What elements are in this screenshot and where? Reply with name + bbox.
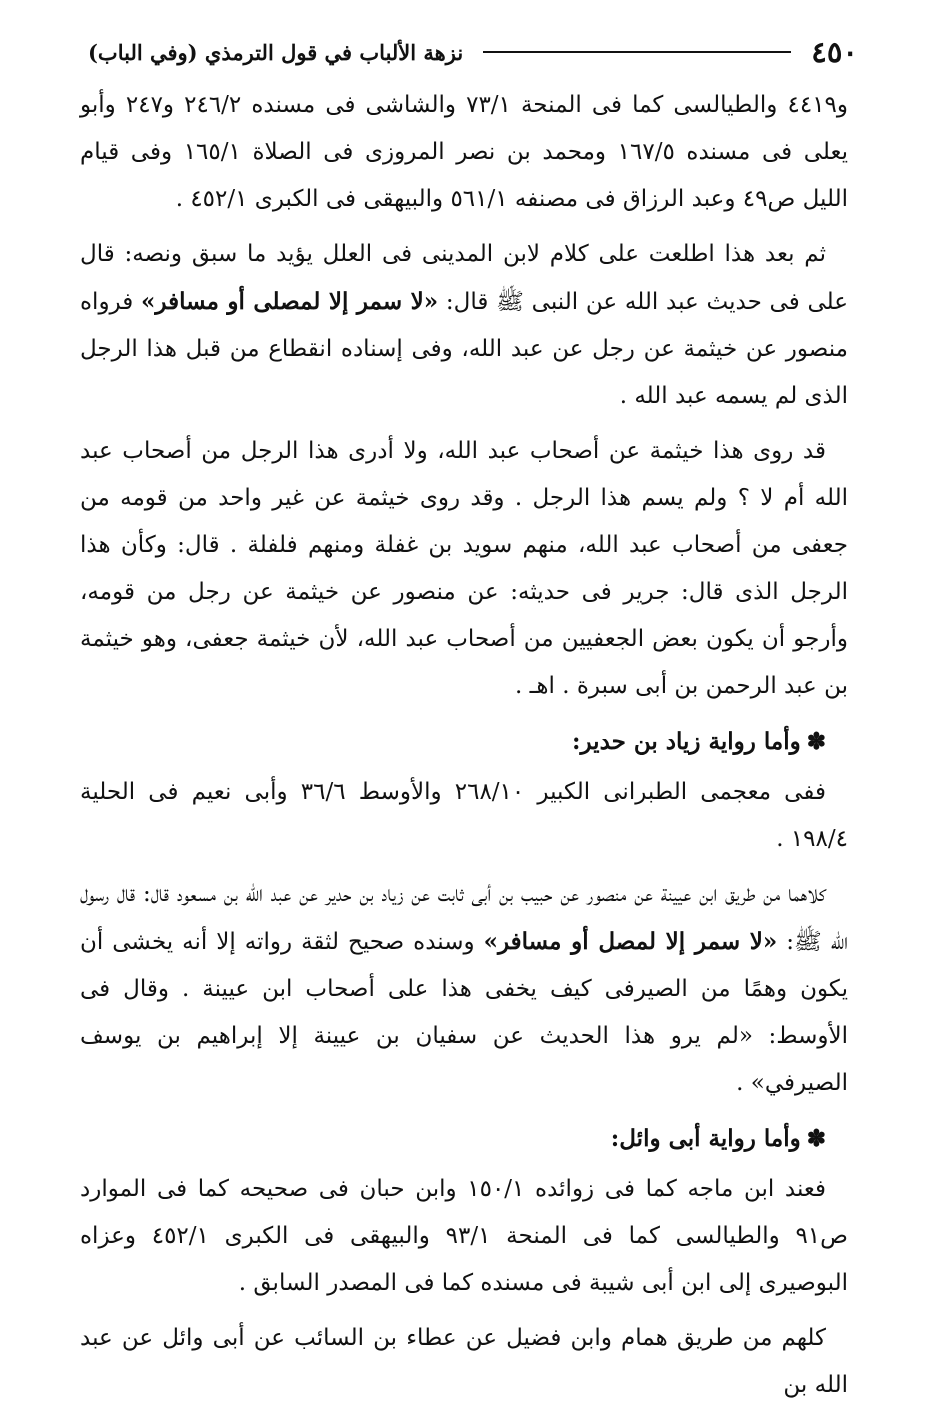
body-text: [80, 82, 848, 1417]
paragraph-text: ثم بعد هذا اطلعت على كلام لابن المدينى فى العلل يؤيد ما سبق ونصه: قال على فى حديث عبد الله عن النبى ﷺ قال:: [80, 241, 849, 315]
paragraph: [80, 231, 848, 420]
asterisk-icon: ✽: [806, 728, 826, 755]
paragraph: [80, 871, 848, 1107]
paragraph-text: فرواه منصور عن خيثمة عن رجل عن عبد الله، وفى إسناده انقطاع من قبل هذا الرجل الذى لم يسمه عبد الله .: [80, 289, 848, 409]
paragraph: كلهم من طريق همام وابن فضيل عن عطاء بن السائب عن أبى وائل عن عبد الله بن: [80, 1325, 848, 1398]
section-heading: [80, 718, 848, 765]
section-heading: [80, 1115, 848, 1162]
paragraph: فعند ابن ماجه كما فى زوائده ١٥٠/١ وابن حبان فى صحيحه كما فى الموارد ص٩١ والطيالسى كما فى المنحة ٩٣/١ والبيهقى فى الكبرى ٤٥٢/١ وعزاه البوصيرى إلى ابن أبى شيبة فى مسنده كما فى المصدر السابق .: [80, 1176, 848, 1296]
paragraph-text: كلاهما من طريق ابن عيينة عن منصور عن حبيب بن أبى ثابت عن زياد بن حدير عن عبد الله بن مسعود قال: قال رسول الله ﷺ:: [80, 881, 848, 955]
page-header: [88, 32, 858, 72]
paragraph: و٤٤١٩ والطيالسى كما فى المنحة ٧٣/١ والشاشى فى مسنده ٢٤٦/٢ و٢٤٧ وأبو يعلى فى مسنده ١٦٧/٥ ومحمد بن نصر المروزى فى الصلاة ١٦٥/١ وفى قيام الليل ص٤٩ وعبد الرزاق فى مصنفه ٥٦١/١ والبيهقى فى الكبرى ٤٥٢/١ .: [80, 92, 849, 212]
hadith-quote: «لا سمر إلا لمصلى أو مسافر»: [141, 288, 439, 315]
paragraph: قد روى هذا خيثمة عن أصحاب عبد الله، ولا أدرى هذا الرجل من أصحاب عبد الله أم لا ؟ ولم يسم هذا الرجل . وقد روى خيثمة عن غير واحد من قومه من جعفى من أصحاب عبد الله، منهم سويد بن غفلة ومنهم فلفلة . قال: وكأن هذا الرجل الذى قال: جرير فى حديثه: عن منصور عن خيثمة عن رجل من قومه، وأرجو أن يكون بعض الجعفيين من أصحاب عبد الله، لأن خيثمة جعفى، وهو خيثمة بن عبد الرحمن بن أبى سبرة . اهـ .: [80, 438, 848, 699]
running-title: نزهة الألباب في قول الترمذي (وفي الباب): [88, 39, 464, 65]
asterisk-icon: ✽: [806, 1125, 826, 1152]
heading-text: وأما رواية أبى وائل:: [610, 1125, 801, 1152]
heading-text: وأما رواية زياد بن حدير:: [571, 728, 801, 755]
page-number: ٤٥٠: [811, 35, 858, 69]
paragraph: ففى معجمى الطبرانى الكبير ٢٦٨/١٠ والأوسط ٣٦/٦ وأبى نعيم فى الحلية ١٩٨/٤ .: [80, 779, 848, 852]
hadith-quote: «لا سمر إلا لمصل أو مسافر»: [483, 928, 778, 955]
header-rule: [483, 51, 791, 53]
paragraph-text: وسنده صحيح لثقة رواته إلا أنه يخشى أن يكون وهمًا من الصيرفى كيف يخفى هذا على أصحاب ابن عيينة . وقال فى الأوسط: «لم يرو هذا الحديث عن سفيان بن عيينة إلا إبراهيم بن يوسف الصيرفي» .: [80, 929, 848, 1096]
